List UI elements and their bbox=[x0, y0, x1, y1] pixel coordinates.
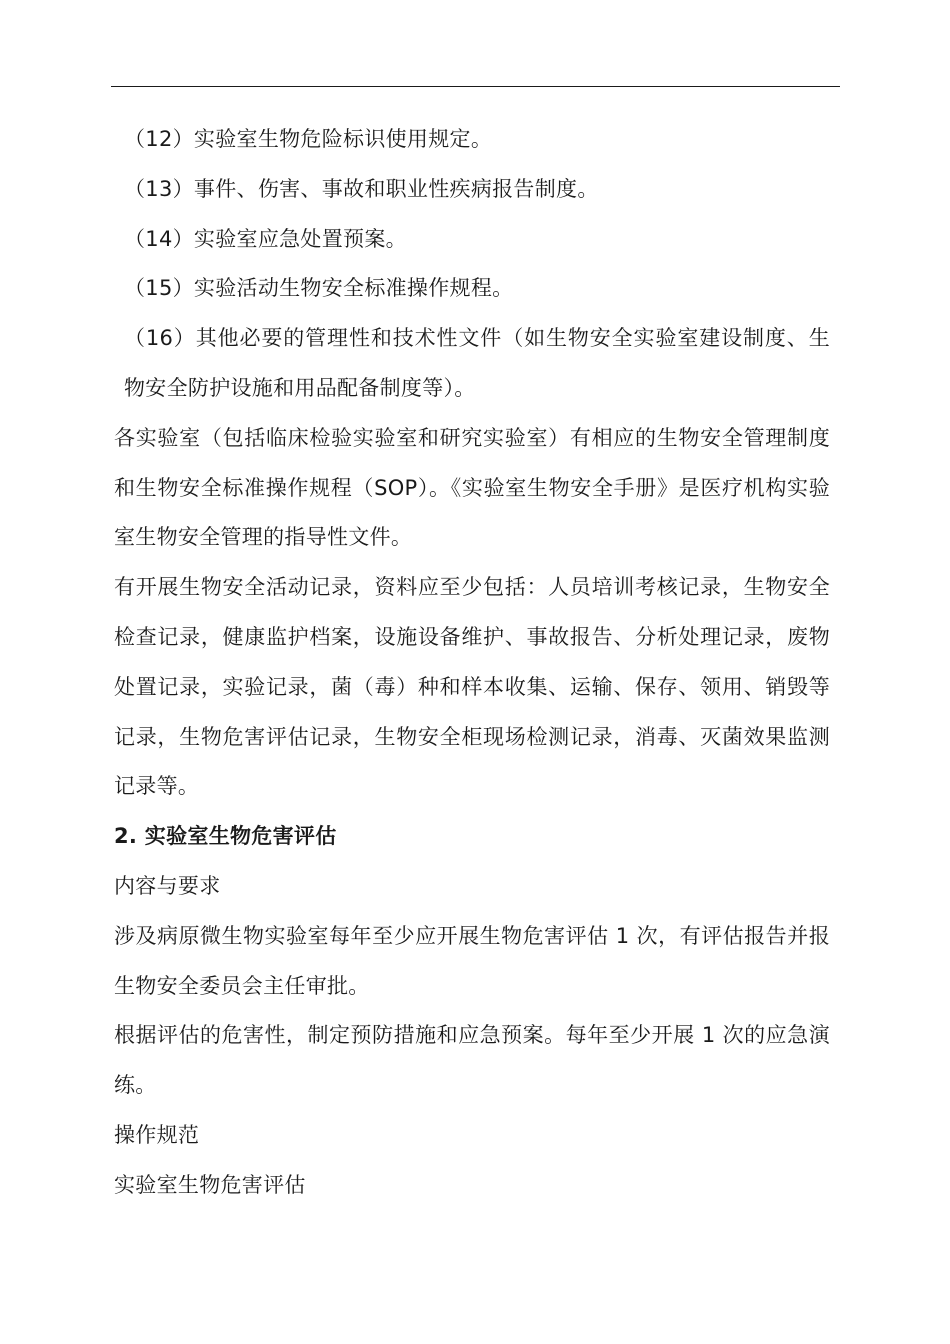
paragraph-records: 有开展生物安全活动记录，资料应至少包括：人员培训考核记录，生物安全检查记录，健康监护档案，设施设备维护、事故报告、分析处理记录，废物处置记录，实验记录，菌（毒）种和样本收集、运输、保存、领用、销毁等记录，生物危害评估记录，生物安全柜现场检测记录，消毒、灭菌效果监测记录等。 bbox=[114, 575, 830, 799]
requirement-paragraph-1: 涉及病原微生物实验室每年至少应开展生物危害评估 1 次，有评估报告并报生物安全委员会主任审批。 bbox=[114, 923, 830, 998]
list-item-14: （14）实验室应急处置预案。 bbox=[124, 226, 407, 251]
requirement-paragraph-2: 根据评估的危害性，制定预防措施和应急预案。每年至少开展 1 次的应急演练。 bbox=[114, 1023, 830, 1098]
list-item-15: （15）实验活动生物安全标准操作规程。 bbox=[124, 276, 514, 301]
header-rule bbox=[111, 86, 840, 87]
procedure-item: 实验室生物危害评估 bbox=[114, 1172, 306, 1197]
list-item-12: （12）实验室生物危险标识使用规定。 bbox=[124, 127, 493, 151]
paragraph-sop: 各实验室（包括临床检验实验室和研究实验室）有相应的生物安全管理制度和生物安全标准操作规程（SOP）。《实验室生物安全手册》是医疗机构实验室生物安全管理的指导性文件。 bbox=[114, 425, 830, 550]
list-item-13: （13）事件、伤害、事故和职业性疾病报告制度。 bbox=[124, 176, 599, 201]
document-body bbox=[114, 115, 830, 1211]
procedure-label: 操作规范 bbox=[114, 1122, 200, 1147]
list-item-16: （16）其他必要的管理性和技术性文件（如生物安全实验室建设制度、生物安全防护设施和用品配备制度等）。 bbox=[124, 326, 830, 400]
content-label: 内容与要求 bbox=[114, 873, 221, 898]
section-heading: 2. 实验室生物危害评估 bbox=[114, 824, 337, 849]
